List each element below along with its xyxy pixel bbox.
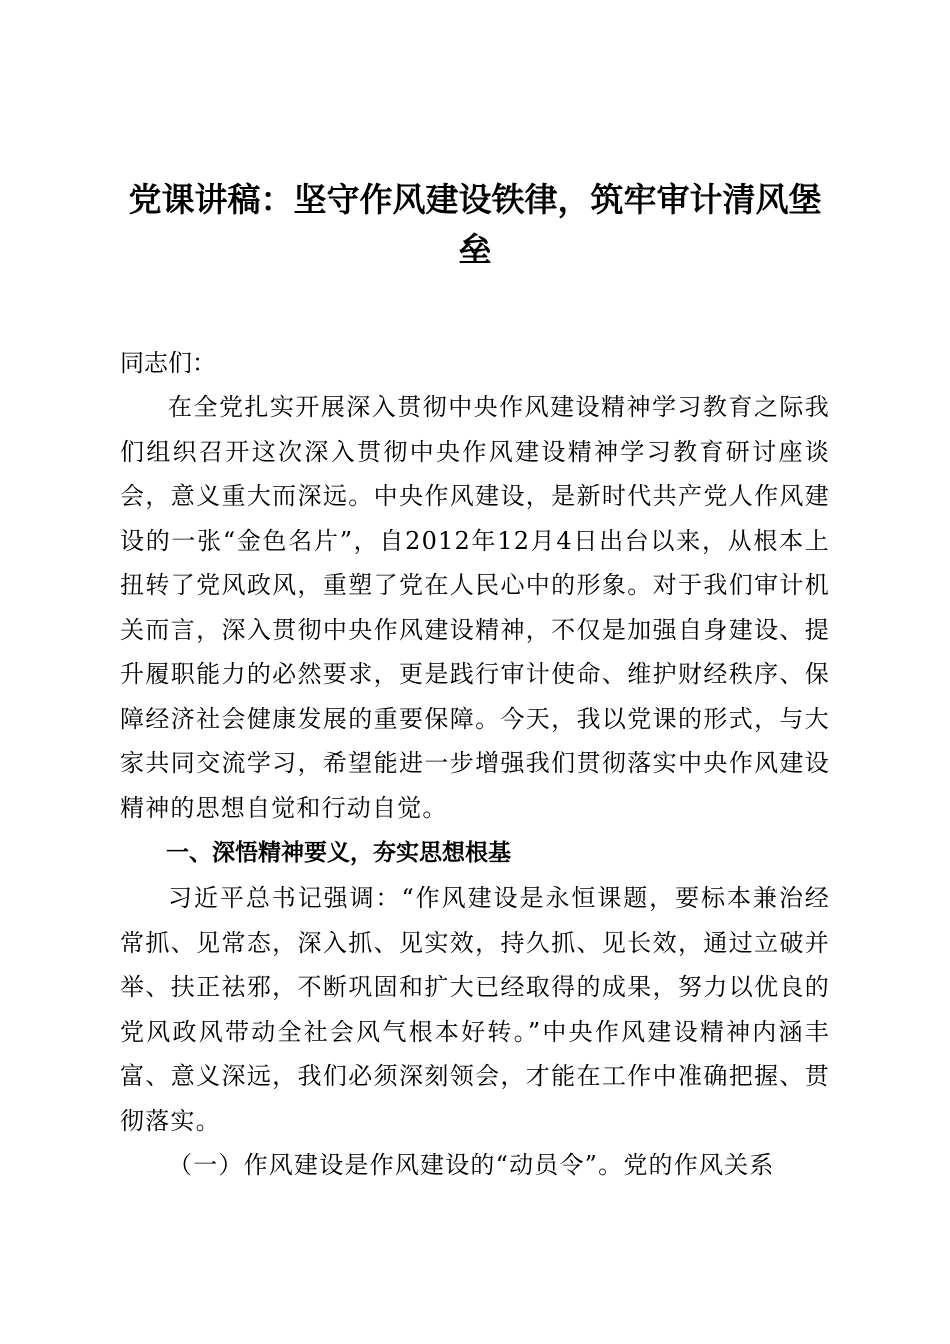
paragraph-subsection-1: （一）作风建设是作风建设的“动员令”。党的作风关系 (168, 1151, 775, 1179)
paragraph-intro: 在全党扎实开展深入贯彻中央作风建设精神学习教育之际我们组织召开这次深入贯彻中央作风建设精神学习教育研讨座谈会，意义重大而深远。中央作风建设，是新时代共产党人作风建设的一张“金色名片”，自2012年12月4日出台以来，从根本上扭转了党风政风，重塑了党在人民心中的形象。对于我们审计机关而言，深入贯彻中央作风建设精神，不仅是加强自身建设、提升履职能力的必然要求，更是践行审计使命、维护财经秩序、保障经济社会健康发展的重要保障。今天，我以党课的形式，与大家共同交流学习，希望能进一步增强我们贯彻落实中央作风建设精神的思想自觉和行动自觉。 (120, 393, 830, 822)
paragraph-quote: 习近平总书记强调：“作风建设是永恒课题，要标本兼治经常抓、见常态，深入抓、见实效，持久抓、见长效，通过立破并举、扶正祛邪，不断巩固和扩大已经取得的成果，努力以优良的党风政风带动全社会风气根本好转。”中央作风建设精神内涵丰富、意义深远，我们必须深刻领会，才能在工作中准确把握、贯彻落实。 (120, 884, 830, 1135)
salutation: 同志们： (120, 349, 216, 377)
section-heading-1: 一、深悟精神要义，夯实思想根基 (166, 840, 511, 866)
document-page (120, 175, 830, 1188)
document-title: 党课讲稿：坚守作风建设铁律，筑牢审计清风堡垒 (128, 180, 822, 269)
